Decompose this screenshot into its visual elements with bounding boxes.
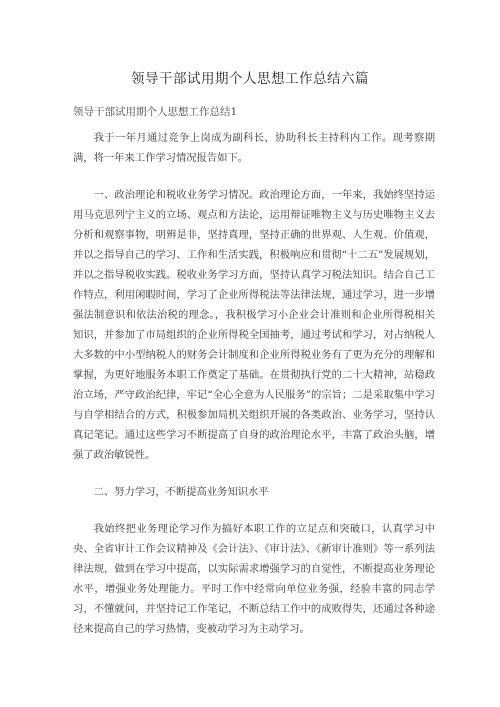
section-heading-2: 二、努力学习，不断提高业务知识水平 <box>93 486 269 498</box>
document-body <box>73 128 435 639</box>
document-title: 领导干部试用期个人思想工作总结六篇 <box>131 71 369 87</box>
document-subtitle: 领导干部试用期个人思想工作总结1 <box>73 106 238 118</box>
paragraph-section-2: 我始终把业务理论学习作为搞好本职工作的立足点和突破口，认真学习中央、全省审计工作会议精神及《会计法》、《审计法》、《新审计准则》等一系列法律法规，做到在学习中提高，以实际需求增强学习的自觉性，不断提高业务理论水平，增强业务处理能力。平时工作中经常向单位业务强，经验丰富的同志学习，不懂就问，并坚持记工作笔记，不断总结工作中的成败得失，还通过各种途径来提高自己的学习热情，变被动学习为主动学习。 <box>73 523 435 635</box>
paragraph-intro: 我于一年月通过竞争上岗成为副科长，协助科长主持科内工作。现考察期满，将一年来工作学习情况报告如下。 <box>73 132 435 164</box>
paragraph-section-1: 一、政治理论和税收业务学习情况。政治理论方面，一年来，我始终坚持运用马克思列宁主义的立场、观点和方法论，运用辩证唯物主义与历史唯物主义去分析和观察事物，明辨是非，坚持真理，坚持正确的世界观、人生观、价值观，并以之指导自己的学习、工作和生活实践，积极响应和贯彻“十二五”发展规划，并以之指导税收实践。税收业务学习方面，坚持认真学习税法知识。结合自己工作特点，利用闲暇时间，学习了企业所得税法等法律法规，通过学习，进一步增强法制意识和依法治税的理念。，我积极学习小企业会计准则和企业所得税相关知识，并参加了市局组织的企业所得税全国抽考，通过考试和学习，对占纳税人大多数的中小型纳税人的财务会计制度和企业所得税业务有了更为充分的理解和掌握，为更好地服务本职工作奠定了基础。在贯彻执行党的二十大精神，站稳政治立场，严守政治纪律，牢记“全心全意为人民服务”的宗旨；二是采取集中学习与自学相结合的方式，积极参加局机关组织开展的各类政治、业务学习，坚持认真记笔记。通过这些学习不断提高了自身的政治理论水平，丰富了政治头脑，增强了政治敏锐性。 <box>73 189 435 461</box>
